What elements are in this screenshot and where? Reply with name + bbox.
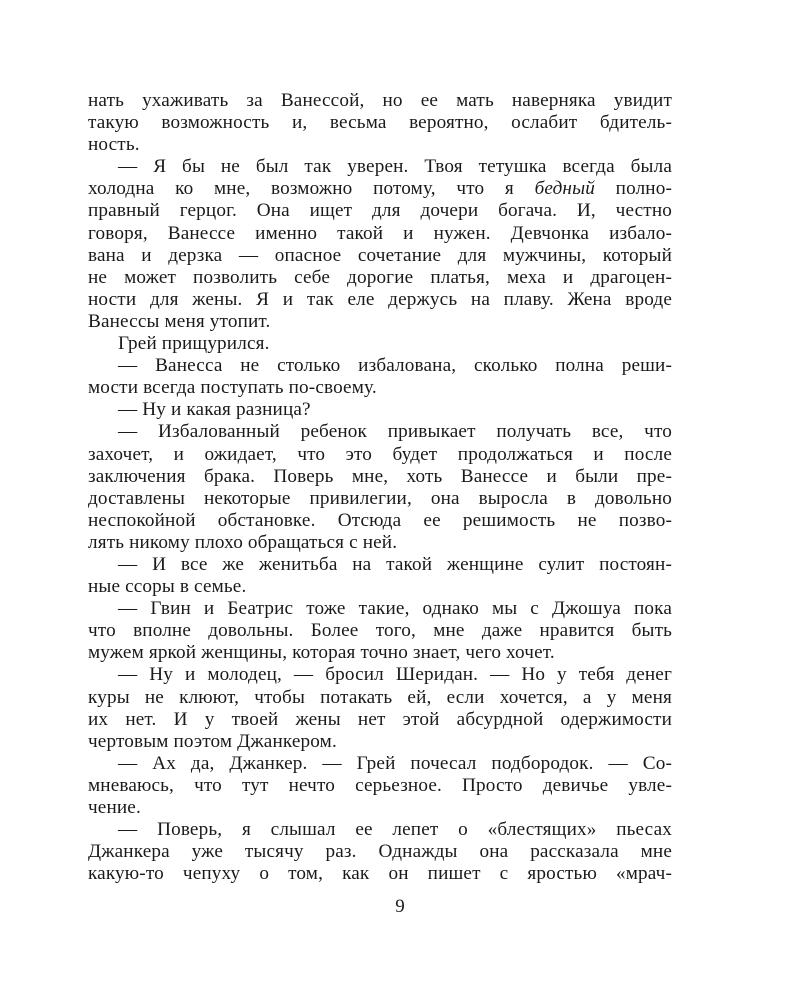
text-line: Грей прищурился. [118,333,270,355]
text-line: мужем яркой женщины, которая точно знает, чего хочет. [88,642,555,664]
text-line: — Поверь, я слышал ее лепет о «блестящих» пьесах [118,819,672,841]
text-line: захочет, и ожидает, что это будет продолжаться и после [88,443,672,465]
text-line: заключения брака. Поверь мне, хоть Ванессе и были пре- [88,465,672,487]
text-line: мости всегда поступать по-своему. [88,377,377,399]
text-line: мневаюсь, что тут нечто серьезное. Просто девичье увле- [88,774,672,796]
page-number: 9 [395,896,405,917]
text-line: чение. [88,797,141,818]
text-line: — Ну и молодец, — бросил Шеридан. — Но у тебя денег [118,664,672,686]
text-line: ности для жены. Я и так еле держусь на плаву. Жена вроде [88,288,672,310]
text-line: такую возможность и, весьма вероятно, ослабит бдитель- [88,112,672,134]
text-segment: полно- [615,178,673,200]
text-line: ность. [88,134,140,156]
text-line: чертовым поэтом Джанкером. [88,730,337,752]
text-line: какую-то чепуху о том, как он пишет с яростью «мрач- [88,863,672,885]
text-line: неспокойной обстановке. Отсюда ее решимость не позво- [88,509,672,531]
text-line: ные ссоры в семье. [88,576,247,598]
text-line: правный герцог. Она ищет для дочери богача. И, честно [88,200,672,222]
text-line: — И все же женитьба на такой женщине сулит постоян- [118,553,672,575]
text-line: что вполне довольны. Более того, мне даже нравится быть [88,620,672,642]
text-line: — Ну и какая разница? [118,399,311,421]
text-line: лять никому плохо обращаться с ней. [88,531,398,553]
text-line: вана и дерзка — опасное сочетание для мужчины, который [88,244,672,266]
text-line: куры не клюют, чтобы потакать ей, если хочется, а у меня [88,686,672,708]
text-line: говоря, Ванессе именно такой и нужен. Девчонка избало- [88,222,672,244]
emphasis-word: бедный [534,178,595,200]
text-line: нать ухаживать за Ванессой, но ее мать наверняка увидит [88,90,672,111]
text-line: — Ах да, Джанкер. — Грей почесал подбородок. — Со- [118,752,672,774]
text-line: Джанкера уже тысячу раз. Однажды она рассказала мне [88,841,672,863]
text-line: не может позволить себе дорогие платья, меха и драгоцен- [88,266,672,288]
text-line: Ванессы меня утопит. [88,310,271,332]
text-segment: холодна ко мне, возможно потому, что я [88,178,514,200]
text-line: — Избалованный ребенок привыкает получать все, что [118,421,672,443]
text-line-with-emphasis [88,178,672,200]
text-line: — Я бы не был так уверен. Твоя тетушка всегда была [118,156,672,178]
text-line: их нет. И у твоей жены нет этой абсурдной одержимости [88,708,672,730]
page-body [88,90,672,885]
text-line: доставлены некоторые привилегии, она выросла в довольно [88,487,672,509]
text-line: — Гвин и Беатрис тоже такие, однако мы с Джошуа пока [118,598,672,620]
text-line: — Ванесса не столько избалована, сколько полна реши- [118,355,672,377]
